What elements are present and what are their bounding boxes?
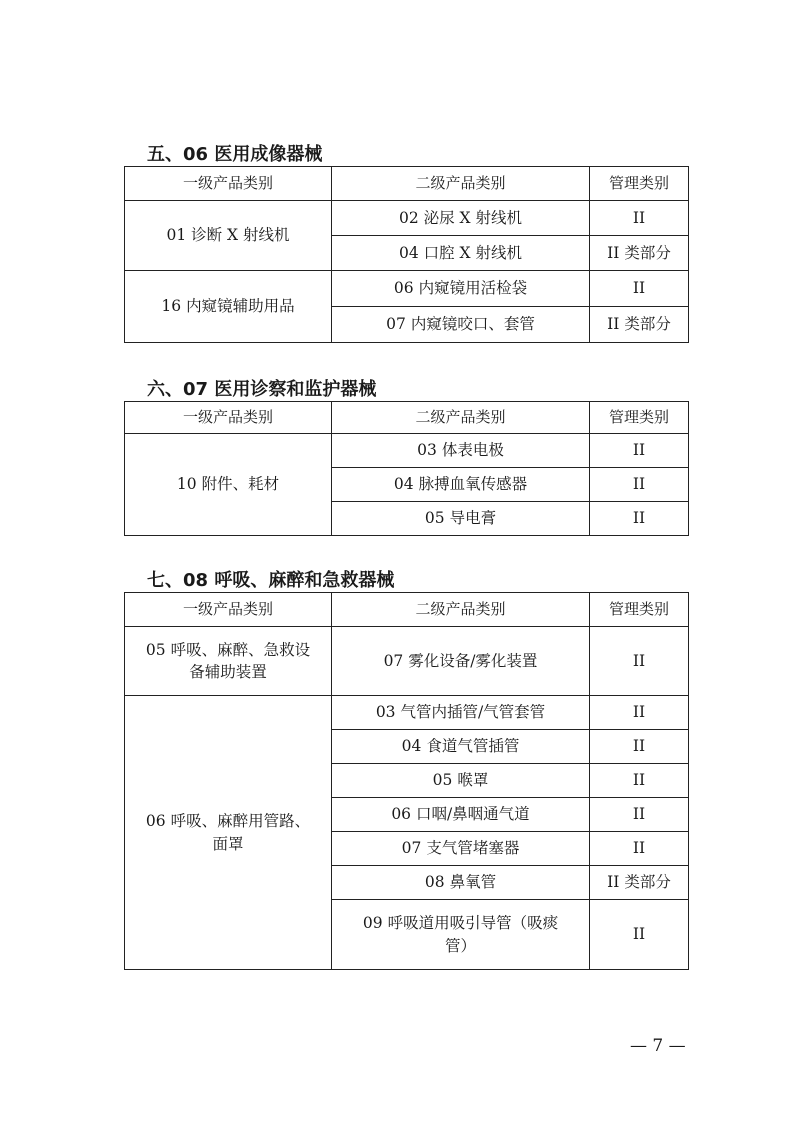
header-level1: 一级产品类别 <box>125 402 332 434</box>
header-level1: 一级产品类别 <box>125 167 332 201</box>
subcategory-cell: 05 导电膏 <box>332 502 590 536</box>
header-level2: 二级产品类别 <box>332 402 590 434</box>
subcategory-cell: 06 内窥镜用活检袋 <box>332 271 590 307</box>
class-cell: II 类部分 <box>590 236 689 271</box>
section-title-imaging: 五、06 医用成像器械 <box>147 144 323 165</box>
class-cell: II 类部分 <box>590 307 689 343</box>
subcategory-cell: 07 雾化设备/雾化装置 <box>332 627 590 696</box>
class-cell: II <box>590 900 689 970</box>
class-cell: II <box>590 764 689 798</box>
subcategory-cell: 09 呼吸道用吸引导管（吸痰管） <box>332 900 590 970</box>
class-cell: II <box>590 730 689 764</box>
class-cell: II <box>590 201 689 236</box>
class-cell: II <box>590 434 689 468</box>
header-mgmt: 管理类别 <box>590 593 689 627</box>
subcategory-cell: 05 喉罩 <box>332 764 590 798</box>
table-monitoring <box>124 401 688 536</box>
subcategory-cell: 06 口咽/鼻咽通气道 <box>332 798 590 832</box>
subcategory-cell: 04 脉搏血氧传感器 <box>332 468 590 502</box>
subcategory-cell: 07 内窥镜咬口、套管 <box>332 307 590 343</box>
class-cell: II <box>590 271 689 307</box>
section-title-respiratory: 七、08 呼吸、麻醉和急救器械 <box>147 570 395 591</box>
page-number: — 7 — <box>630 1036 686 1056</box>
class-cell: II <box>590 798 689 832</box>
category-cell: 01 诊断 X 射线机 <box>125 201 332 271</box>
subcategory-cell: 03 体表电极 <box>332 434 590 468</box>
category-cell: 10 附件、耗材 <box>125 434 332 536</box>
subcategory-cell: 03 气管内插管/气管套管 <box>332 696 590 730</box>
table-imaging <box>124 166 688 343</box>
header-mgmt: 管理类别 <box>590 167 689 201</box>
subcategory-cell: 04 口腔 X 射线机 <box>332 236 590 271</box>
header-level2: 二级产品类别 <box>332 167 590 201</box>
category-cell: 06 呼吸、麻醉用管路、面罩 <box>125 696 332 970</box>
class-cell: II <box>590 696 689 730</box>
class-cell: II <box>590 832 689 866</box>
section-title-monitoring: 六、07 医用诊察和监护器械 <box>147 379 377 400</box>
subcategory-cell: 07 支气管堵塞器 <box>332 832 590 866</box>
class-cell: II <box>590 468 689 502</box>
class-cell: II 类部分 <box>590 866 689 900</box>
subcategory-cell: 02 泌尿 X 射线机 <box>332 201 590 236</box>
table-respiratory <box>124 592 688 970</box>
header-mgmt: 管理类别 <box>590 402 689 434</box>
header-level2: 二级产品类别 <box>332 593 590 627</box>
subcategory-cell: 04 食道气管插管 <box>332 730 590 764</box>
class-cell: II <box>590 502 689 536</box>
subcategory-cell: 08 鼻氧管 <box>332 866 590 900</box>
category-cell: 05 呼吸、麻醉、急救设备辅助装置 <box>125 627 332 696</box>
header-level1: 一级产品类别 <box>125 593 332 627</box>
category-cell: 16 内窥镜辅助用品 <box>125 271 332 343</box>
class-cell: II <box>590 627 689 696</box>
